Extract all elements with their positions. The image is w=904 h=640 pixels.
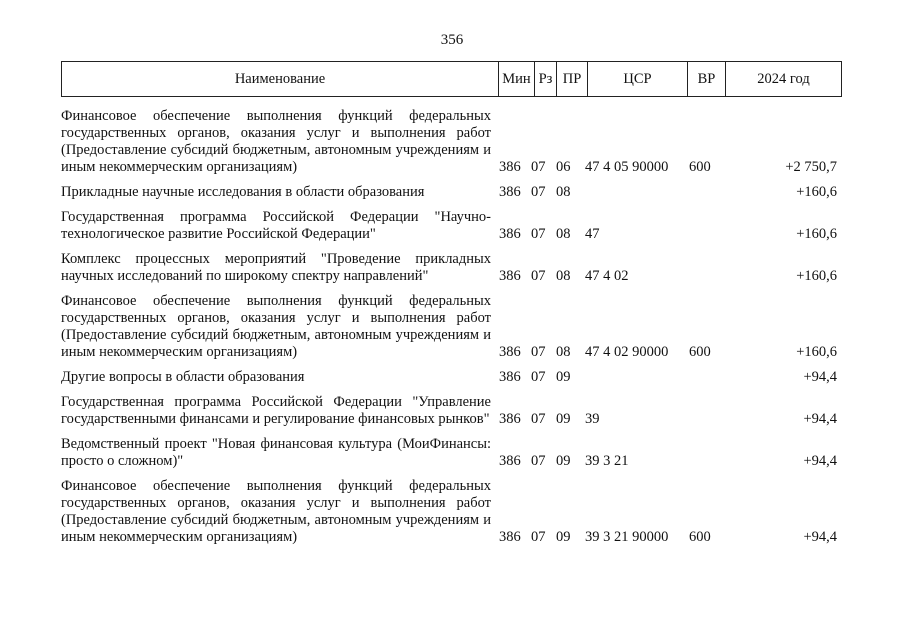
table-row [61, 436, 841, 470]
row-amount: +94,4 [803, 529, 837, 545]
table-row [61, 478, 841, 546]
row-min: 386 [499, 529, 521, 545]
row-name: Ведомственный проект "Новая финансовая культура (МоиФинансы: просто о сложном)" [61, 436, 491, 469]
row-rz: 07 [531, 184, 546, 200]
header-rz: Рз [535, 62, 557, 97]
row-min: 386 [499, 226, 521, 242]
row-rz: 07 [531, 159, 546, 175]
row-name: Финансовое обеспечение выполнения функций федеральных государственных органов, оказания услуг и выполнения работ (Предоставление субсидий бюджетным, автономным учреждениям и иным некоммерческим организациям) [61, 478, 491, 545]
row-name: Финансовое обеспечение выполнения функций федеральных государственных органов, оказания услуг и выполнения работ (Предоставление субсидий бюджетным, автономным учреждениям и иным некоммерческим организациям) [61, 108, 491, 175]
table-row [61, 108, 841, 176]
row-min: 386 [499, 453, 521, 469]
table-header [61, 61, 842, 97]
row-name: Другие вопросы в области образования [61, 369, 305, 385]
row-amount: +160,6 [796, 226, 837, 242]
table-row [61, 394, 841, 428]
row-pr: 06 [556, 159, 571, 175]
row-vr: 600 [689, 529, 711, 545]
row-vr: 600 [689, 344, 711, 360]
row-rz: 07 [531, 529, 546, 545]
row-name: Государственная программа Российской Федерации "Научно-технологическое развитие Российской Федерации" [61, 209, 491, 242]
header-csr: ЦСР [588, 62, 688, 97]
row-pr: 09 [556, 369, 571, 385]
row-csr: 47 4 05 90000 [585, 159, 669, 175]
row-amount: +94,4 [803, 369, 837, 385]
table-row [61, 209, 841, 243]
table-body [61, 108, 841, 554]
row-amount: +160,6 [796, 184, 837, 200]
row-name: Государственная программа Российской Федерации "Управление государственными финансами и регулирование финансовых рынков" [61, 394, 491, 427]
page-number: 356 [440, 32, 464, 48]
table-row [61, 184, 841, 201]
row-name: Финансовое обеспечение выполнения функций федеральных государственных органов, оказания услуг и выполнения работ (Предоставление субсидий бюджетным, автономным учреждениям и иным некоммерческим организациям) [61, 293, 491, 360]
row-pr: 08 [556, 344, 571, 360]
header-year: 2024 год [726, 62, 842, 97]
row-min: 386 [499, 411, 521, 427]
row-csr: 39 3 21 90000 [585, 529, 669, 545]
row-rz: 07 [531, 226, 546, 242]
row-min: 386 [499, 184, 521, 200]
row-pr: 08 [556, 268, 571, 284]
header-name: Наименование [62, 62, 499, 97]
table-row [61, 251, 841, 285]
row-min: 386 [499, 369, 521, 385]
row-rz: 07 [531, 369, 546, 385]
row-vr: 600 [689, 159, 711, 175]
row-rz: 07 [531, 268, 546, 284]
row-min: 386 [499, 268, 521, 284]
row-rz: 07 [531, 411, 546, 427]
row-pr: 09 [556, 529, 571, 545]
row-csr: 47 [585, 226, 600, 242]
row-amount: +94,4 [803, 411, 837, 427]
row-min: 386 [499, 159, 521, 175]
row-min: 386 [499, 344, 521, 360]
row-pr: 09 [556, 453, 571, 469]
row-pr: 08 [556, 226, 571, 242]
row-amount: +94,4 [803, 453, 837, 469]
header-vr: ВР [688, 62, 726, 97]
header-min: Мин [499, 62, 535, 97]
row-amount: +2 750,7 [785, 159, 837, 175]
row-name: Прикладные научные исследования в области образования [61, 184, 425, 200]
table-row [61, 369, 841, 386]
row-csr: 39 3 21 [585, 453, 629, 469]
row-csr: 47 4 02 [585, 268, 629, 284]
row-amount: +160,6 [796, 344, 837, 360]
table-row [61, 293, 841, 361]
header-pr: ПР [557, 62, 588, 97]
row-name: Комплекс процессных мероприятий "Проведение прикладных научных исследований по широкому спектру направлений" [61, 251, 491, 284]
row-amount: +160,6 [796, 268, 837, 284]
row-rz: 07 [531, 344, 546, 360]
row-rz: 07 [531, 453, 546, 469]
row-pr: 09 [556, 411, 571, 427]
row-csr: 47 4 02 90000 [585, 344, 669, 360]
row-pr: 08 [556, 184, 571, 200]
row-csr: 39 [585, 411, 600, 427]
